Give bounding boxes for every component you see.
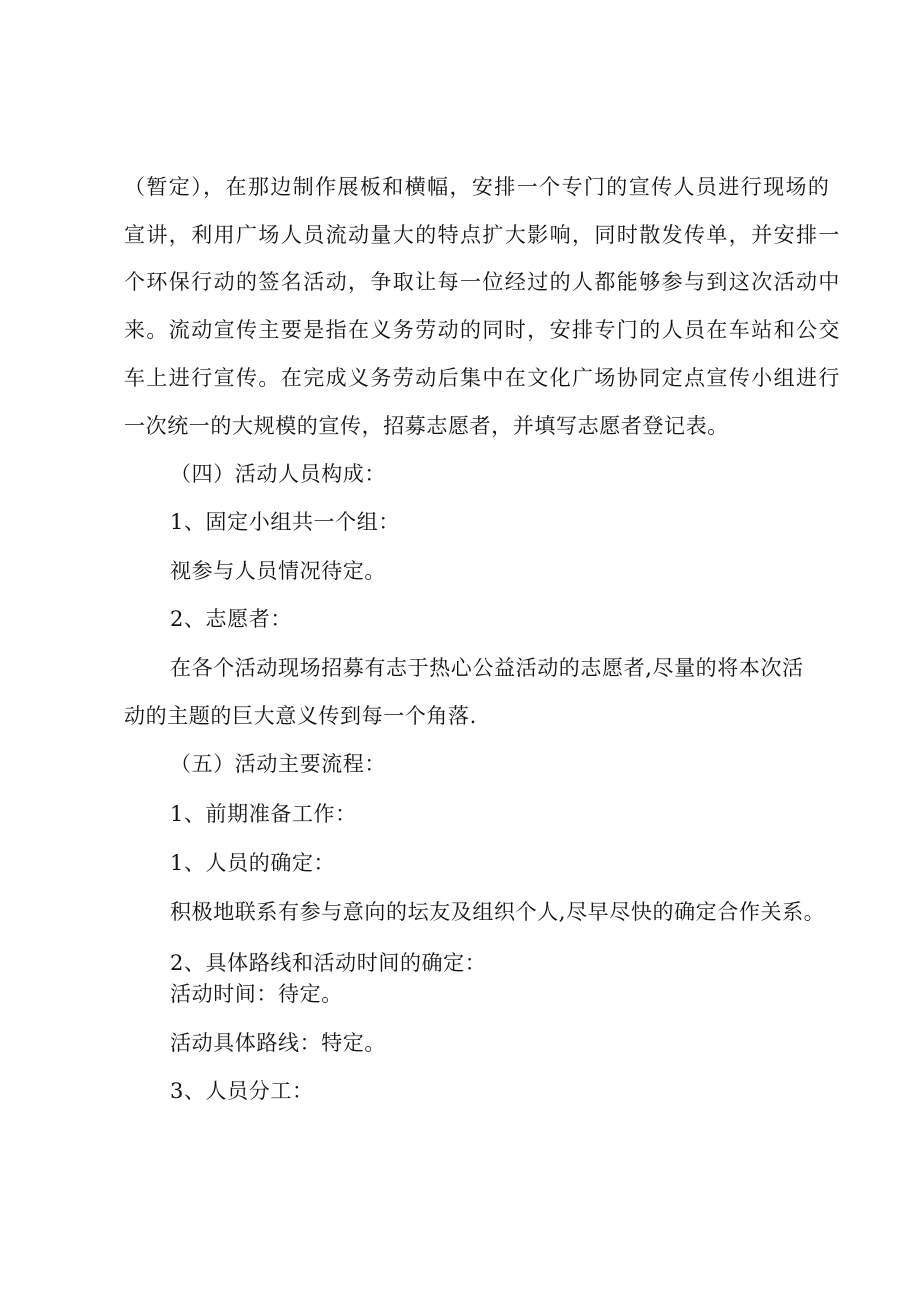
list-item-detail: 积极地联系有参与意向的坛友及组织个人,尽早尽快的确定合作关系。 [170,900,826,924]
paragraph-line: （暂定），在那边制作展板和横幅，安排一个专门的宣传人员进行现场的 [124,175,831,199]
activity-time: 活动时间：待定。 [170,982,343,1006]
paragraph-line: 个环保行动的签名活动，争取让每一位经过的人都能够参与到这次活动中 [124,270,841,294]
paragraph-line: 来。流动宣传主要是指在义务劳动的同时，安排专门的人员在车站和公交 [124,318,841,342]
paragraph-line: 宣讲，利用广场人员流动量大的特点扩大影响，同时散发传单，并安排一 [124,223,841,247]
list-item-detail: 视参与人员情况待定。 [170,559,386,583]
section-heading-5: （五）活动主要流程： [170,752,386,776]
paragraph-line: 一次统一的大规模的宣传，招募志愿者，并填写志愿者登记表。 [124,414,729,438]
paragraph-line: 车上进行宣传。在完成义务劳动后集中在文化广场协同定点宣传小组进行 [124,366,841,390]
activity-route: 活动具体路线：特定。 [170,1031,386,1055]
list-item-prep: 1、前期准备工作： [170,802,357,826]
list-item-fixed-group: 1、固定小组共一个组： [170,510,400,534]
paragraph-line: 动的主题的巨大意义传到每一个角落. [124,704,477,728]
section-heading-4: （四）活动人员构成： [170,462,386,486]
list-item-division: 3、人员分工： [170,1079,314,1103]
list-item-route-time: 2、具体路线和活动时间的确定： [170,951,487,975]
list-item-personnel: 1、人员的确定： [170,851,336,875]
paragraph-line: 在各个活动现场招募有志于热心公益活动的志愿者,尽量的将本次活 [170,656,804,680]
list-item-volunteers: 2、志愿者： [170,607,292,631]
